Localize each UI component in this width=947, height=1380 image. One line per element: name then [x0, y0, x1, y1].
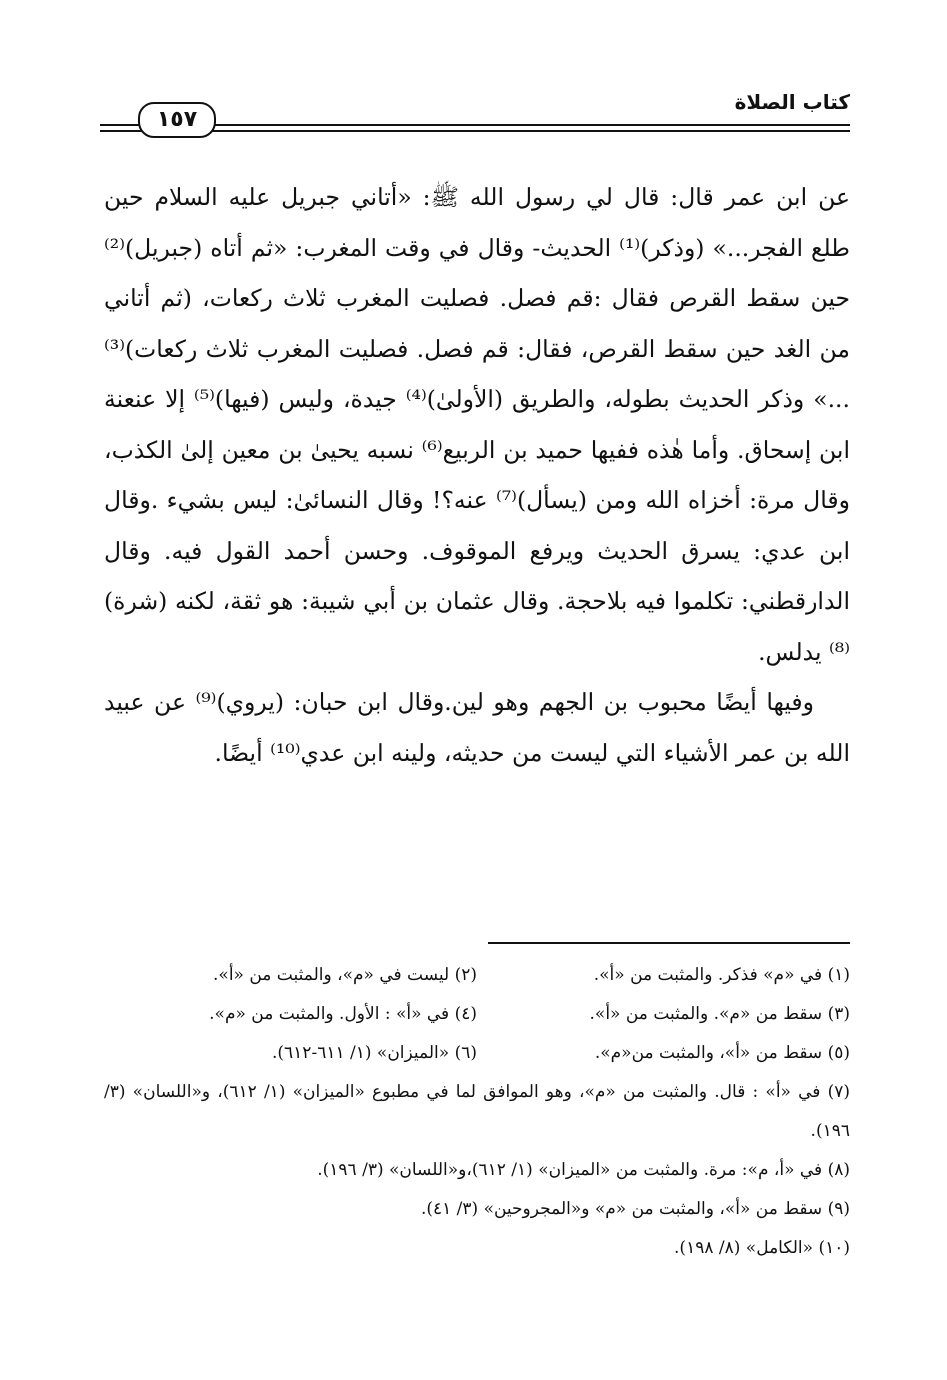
- footnote: (١) في «م» فذكر. والمثبت من «أ».: [593, 965, 850, 985]
- footnote: (٥) سقط من «أ»، والمثبت من«م».: [594, 1043, 850, 1063]
- footnote: (٧) في «أ» : قال. والمثبت من «م»، وهو الموافق لما في مطبوع «الميزان» (١/ ٦١٢)، و«اللسان» (٣/ ١٩٦).: [104, 1082, 850, 1141]
- book-title: كتاب الصلاة: [734, 90, 850, 114]
- page-number: ١٥٧: [138, 102, 216, 138]
- footnotes: [104, 956, 850, 1268]
- main-text: [104, 172, 850, 778]
- footnote: (٩) سقط من «أ»، والمثبت من «م» و«المجروحين» (٣/ ٤١).: [420, 1199, 850, 1219]
- footnote: (١٠) «الكامل» (٨/ ١٩٨).: [674, 1238, 850, 1258]
- footnote: (٤) في «أ» : الأول. والمثبت من «م».: [209, 1004, 477, 1024]
- footnote-row: [104, 956, 850, 995]
- footnote-divider: [488, 942, 850, 944]
- footnote-row: [104, 995, 850, 1034]
- paragraph: وفيها أيضًا محبوب بن الجهم وهو لين.وقال ابن حبان: (يروي)⁽⁹⁾ عن عبيد الله بن عمر الأشياء التي ليست من حديثه، ولينه ابن عدي⁽¹⁰⁾ أيضًا.: [104, 688, 850, 767]
- footnote: (٨) في «أ، م»: مرة. والمثبت من «الميزان» (١/ ٦١٢)،و«اللسان» (٣/ ١٩٦).: [317, 1160, 850, 1180]
- paragraph: عن ابن عمر قال: قال لي رسول الله ﷺ: «أتاني جبريل عليه السلام حين طلع الفجر...» (وذكر)⁽¹⁾ الحديث- وقال في وقت المغرب: «ثم أتاه (جبريل)⁽²⁾ حين سقط القرص فقال :قم فصل. فصليت المغرب ثلاث ركعات، (ثم أتاني من الغد حين سقط القرص، فقال: قم فصل. فصليت المغرب ثلاث ركعات)⁽³⁾ ...» وذكر الحديث بطوله، والطريق (الأولىٰ)⁽⁴⁾ جيدة، وليس (فيها)⁽⁵⁾ إلا عنعنة ابن إسحاق. وأما هٰذه ففيها حميد بن الربيع⁽⁶⁾ نسبه يحيىٰ بن معين إلىٰ الكذب، وقال مرة: أخزاه الله ومن (يسأل)⁽⁷⁾ عنه؟! وقال النسائىٰ: ليس بشيء .وقال ابن عدي: يسرق الحديث ويرفع الموقوف. وحسن أحمد القول فيه. وقال الدارقطني: تكلموا فيه بلاحجة. وقال عثمان بن أبي شيبة: هو ثقة، لكنه (شرة)⁽⁸⁾ يدلس.: [104, 183, 851, 666]
- footnote: (٦) «الميزان» (١/ ٦١١-٦١٢).: [272, 1043, 477, 1063]
- page-header: [100, 88, 850, 138]
- footnote: (٢) ليست في «م»، والمثبت من «أ».: [213, 965, 477, 985]
- footnote: (٣) سقط من «م». والمثبت من «أ».: [589, 1004, 850, 1024]
- footnote-row: [104, 1034, 850, 1073]
